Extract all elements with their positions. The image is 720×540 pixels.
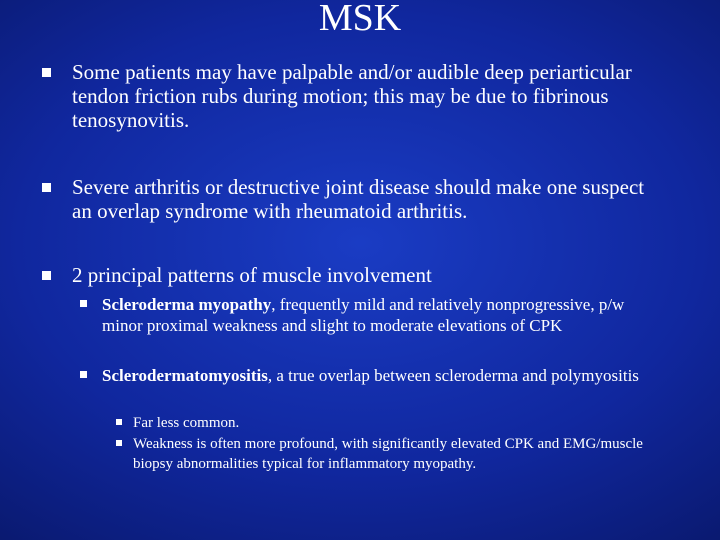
- sub-sub-bullet-text-2: Weakness is often more profound, with significantly elevated CPK and EMG/muscle biopsy abnormalities typical for inflammatory myopathy.: [133, 436, 643, 472]
- square-bullet-icon: [42, 68, 51, 77]
- sub-sub-bullet-text-1: Far less common.: [133, 415, 240, 431]
- sub-bullet-desc-1: , frequently mild and relatively nonprogressive, p/w minor proximal weakness and slight to moderate elevations of CPK: [102, 295, 625, 335]
- bullet-text-1: Some patients may have palpable and/or audible deep periarticular tendon friction rubs during motion; this may be due to fibrinous tenosynovitis.: [72, 60, 632, 132]
- sub-bullet-text-1: [102, 294, 662, 336]
- square-bullet-icon: [116, 440, 122, 446]
- square-bullet-icon: [80, 371, 87, 378]
- sub-bullet-desc-2: , a true overlap between scleroderma and polymyositis: [267, 366, 639, 385]
- square-bullet-icon: [80, 300, 87, 307]
- bullet-item-3: [42, 263, 662, 287]
- sub-bullet-text-2: [102, 365, 662, 386]
- sub-sub-bullet-item-1: [116, 413, 673, 433]
- slide-title: MSK: [318, 0, 402, 39]
- bullet-item-2: [42, 175, 662, 223]
- sub-sub-bullet-item-2: [116, 434, 673, 474]
- bullet-text-3: 2 principal patterns of muscle involvement: [72, 263, 432, 287]
- bullet-text-2: Severe arthritis or destructive joint disease should make one suspect an overlap syndrome with rheumatoid arthritis.: [72, 175, 645, 223]
- bullet-item-1: [42, 60, 662, 132]
- square-bullet-icon: [116, 419, 122, 425]
- square-bullet-icon: [42, 183, 51, 192]
- square-bullet-icon: [42, 271, 51, 280]
- sub-bullet-term-1: Scleroderma myopathy: [102, 295, 272, 314]
- sub-bullet-term-2: Sclerodermatomyositis: [102, 366, 268, 385]
- sub-bullet-item-2: [80, 365, 662, 386]
- sub-bullet-item-1: [80, 294, 662, 336]
